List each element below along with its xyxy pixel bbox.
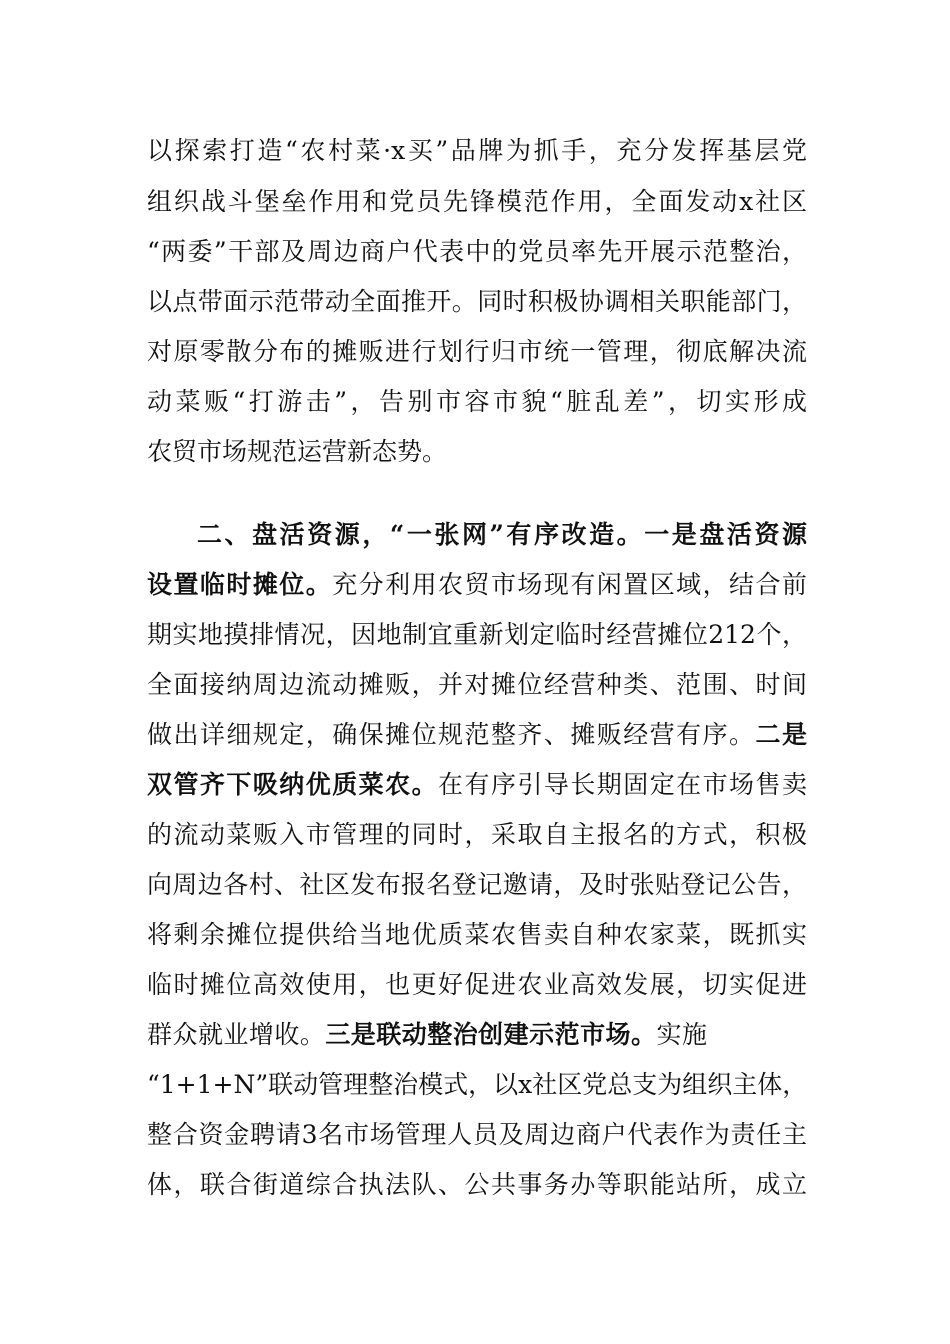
paragraph-2-line-11 (147, 1015, 707, 1055)
paragraph-2-heading-line: 二、盘活资源，“一张网”有序改造。一是盘活资源 (197, 520, 807, 549)
paragraph-2-line-8: 向周边各村、社区发布报名登记邀请，及时张贴登记公告， (147, 870, 807, 899)
paragraph-2-line-6-text: 在有序引导长期固定在市场售卖 (438, 770, 807, 799)
paragraph-2-line-13: 整合资金聘请3名市场管理人员及周边商户代表作为责任主 (147, 1120, 807, 1149)
paragraph-2-line-2 (147, 565, 807, 605)
paragraph-2-line-3: 期实地摸排情况，因地制宜重新划定临时经营摊位212个， (147, 620, 807, 649)
paragraph-1-line-4: 以点带面示范带动全面推开。同时积极协调相关职能部门， (147, 287, 807, 316)
paragraph-2-line-11-tail: 实施 (656, 1020, 707, 1049)
paragraph-1-line-5: 对原零散分布的摊贩进行划行归市统一管理，彻底解决流 (147, 337, 807, 366)
subheading-1-tail: 设置临时摊位。 (147, 570, 333, 599)
subheading-2-tail: 双管齐下吸纳优质菜农。 (147, 770, 439, 799)
paragraph-2-line-10: 临时摊位高效使用，也更好促进农业高效发展，切实促进 (147, 970, 807, 999)
paragraph-1-line-6: 动菜贩“打游击”，告别市容市貌“脏乱差”，切实形成 (147, 387, 807, 416)
paragraph-1-line-3: “两委”干部及周边商户代表中的党员率先开展示范整治， (147, 237, 807, 266)
paragraph-2-line-5-text: 做出详细规定，确保摊位规范整齐、摊贩经营有序。 (147, 720, 756, 749)
paragraph-2-line-11-text: 群众就业增收。 (147, 1020, 326, 1049)
paragraph-2-line-5 (147, 715, 807, 755)
paragraph-1-line-2: 组织战斗堡垒作用和党员先锋模范作用，全面发动x社区 (147, 187, 807, 216)
paragraph-2-line-12: “1+1+N”联动管理整治模式，以x社区党总支为组织主体， (147, 1070, 808, 1099)
paragraph-1-line-1: 以探索打造“农村菜·x买”品牌为抓手，充分发挥基层党 (147, 136, 807, 165)
paragraph-2-line-9: 将剩余摊位提供给当地优质菜农售卖自种农家菜，既抓实 (147, 920, 807, 949)
paragraph-2-line-6 (147, 765, 807, 805)
subheading-3: 三是联动整治创建示范市场。 (325, 1020, 657, 1049)
paragraph-2-line-2-text: 充分利用农贸市场现有闲置区域，结合前 (332, 570, 807, 599)
subheading-2-start: 二是 (755, 720, 807, 749)
paragraph-2-line-4: 全面接纳周边流动摊贩，并对摊位经营种类、范围、时间 (147, 670, 807, 699)
paragraph-2-line-14: 体，联合街道综合执法队、公共事务办等职能站所，成立 (147, 1170, 807, 1199)
paragraph-2-line-7: 的流动菜贩入市管理的同时，采取自主报名的方式，积极 (147, 820, 807, 849)
paragraph-1-line-7: 农贸市场规范运营新态势。 (147, 437, 448, 466)
